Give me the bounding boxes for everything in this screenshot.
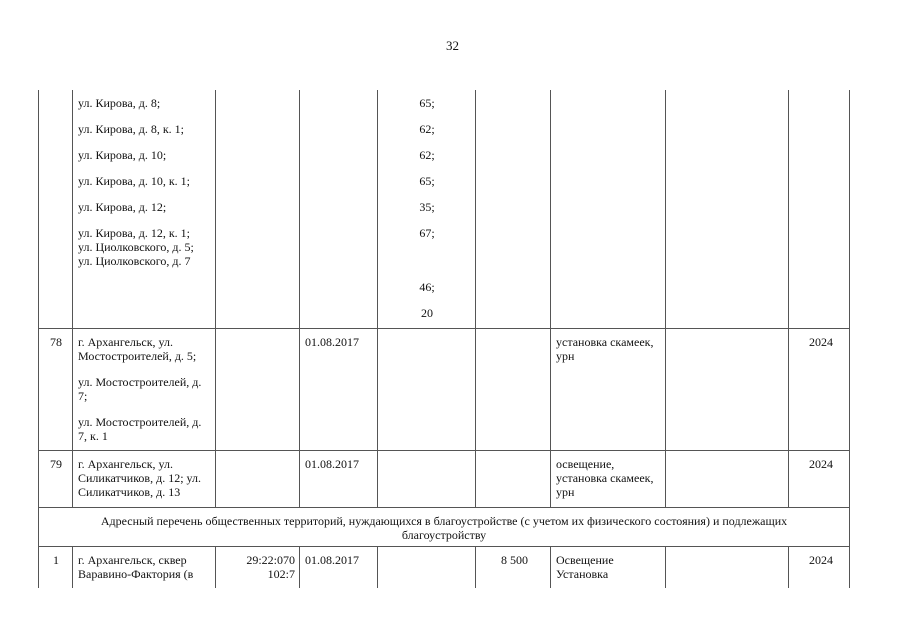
cell-address bbox=[73, 450, 216, 507]
cell-address: г. Архангельск, сквер Варавино-Фактория (в bbox=[73, 546, 216, 588]
cell-area: 8 500 bbox=[476, 546, 551, 588]
row-number: 79 bbox=[39, 450, 73, 507]
cell-works bbox=[551, 546, 666, 588]
quantity-value: 35; bbox=[419, 200, 435, 214]
cell-quantities bbox=[378, 90, 476, 328]
cell-num bbox=[39, 90, 73, 328]
row-number: 78 bbox=[39, 328, 73, 450]
continuation-row bbox=[39, 90, 850, 328]
cell-works: установка скамеек, урн bbox=[551, 328, 666, 450]
cell-extra bbox=[666, 90, 789, 328]
cell-cadastral bbox=[216, 328, 300, 450]
address-line: ул. Кирова, д. 12, к. 1; bbox=[78, 226, 190, 240]
cell-year: 2024 bbox=[789, 546, 850, 588]
cell-extra bbox=[666, 450, 789, 507]
cell-area bbox=[476, 328, 551, 450]
table-row bbox=[39, 450, 850, 507]
quantity-value: 65; bbox=[419, 96, 435, 110]
address-line: ул. Кирова, д. 8; bbox=[78, 96, 161, 110]
section-heading-row bbox=[39, 507, 850, 546]
cell-date bbox=[300, 90, 378, 328]
quantity-value: 20 bbox=[421, 306, 433, 320]
works-line: Установка bbox=[556, 566, 609, 581]
cell-extra bbox=[666, 328, 789, 450]
cell-date: 01.08.2017 bbox=[300, 546, 378, 588]
cell-year: 2024 bbox=[789, 328, 850, 450]
cell-date: 01.08.2017 bbox=[300, 450, 378, 507]
address-line: ул. Кирова, д. 12; bbox=[78, 200, 167, 214]
quantity-value: 67; bbox=[419, 226, 435, 240]
quantity-value: 46; bbox=[419, 280, 435, 294]
row-number: 1 bbox=[39, 546, 73, 588]
address-line: ул. Кирова, д. 10; bbox=[78, 148, 167, 162]
address-line: г. Архангельск, ул. Мостостроителей, д. 5; bbox=[78, 334, 197, 363]
cell-year bbox=[789, 90, 850, 328]
cell-address bbox=[73, 328, 216, 450]
cell-cadastral: 29:22:070 102:7 bbox=[216, 546, 300, 588]
cell-quantities bbox=[378, 450, 476, 507]
table-row bbox=[39, 328, 850, 450]
cell-date: 01.08.2017 bbox=[300, 328, 378, 450]
quantity-value: 62; bbox=[419, 122, 435, 136]
cell-quantities bbox=[378, 546, 476, 588]
address-line: ул. Кирова, д. 10, к. 1; bbox=[78, 174, 190, 188]
address-line: г. Архангельск, ул. Силикатчиков, д. 12; ул. Силикатчиков, д. 13 bbox=[78, 456, 201, 499]
quantity-value: 62; bbox=[419, 148, 435, 162]
address-line: ул. Мостостроителей, д. 7, к. 1 bbox=[78, 414, 202, 443]
cell-cadastral bbox=[216, 450, 300, 507]
cell-address bbox=[73, 90, 216, 328]
cell-works bbox=[551, 90, 666, 328]
address-line: ул. Кирова, д. 8, к. 1; bbox=[78, 122, 184, 136]
cell-works: освещение, установка скамеек, урн bbox=[551, 450, 666, 507]
section-title: Адресный перечень общественных территорий, нуждающихся в благоустройстве (с учетом их физического состояния) и подлежащих благоустройству bbox=[39, 507, 850, 546]
improvement-table bbox=[38, 90, 850, 588]
cell-area bbox=[476, 90, 551, 328]
quantity-value: 65; bbox=[419, 174, 435, 188]
cell-area bbox=[476, 450, 551, 507]
cell-extra bbox=[666, 546, 789, 588]
cell-quantities bbox=[378, 328, 476, 450]
cell-cadastral bbox=[216, 90, 300, 328]
address-line: ул. Циолковского, д. 7 bbox=[78, 254, 191, 268]
works-line: Освещение bbox=[556, 552, 614, 567]
page-number: 32 bbox=[446, 38, 459, 53]
table-row bbox=[39, 546, 850, 588]
address-line: ул. Мостостроителей, д. 7; bbox=[78, 374, 202, 403]
address-line: ул. Циолковского, д. 5; bbox=[78, 240, 194, 254]
cell-year: 2024 bbox=[789, 450, 850, 507]
